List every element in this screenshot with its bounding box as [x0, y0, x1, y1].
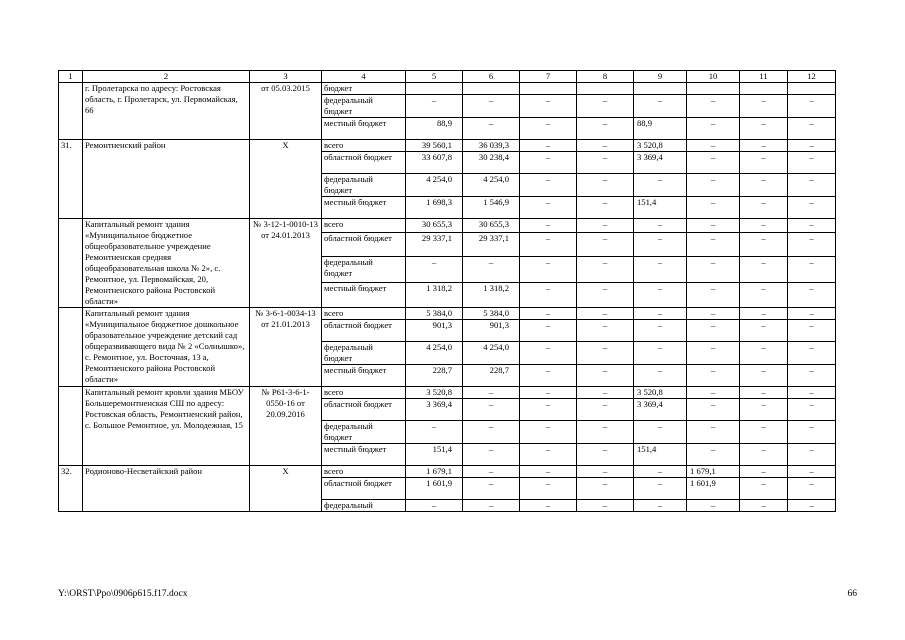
value-cell: 88,9 [406, 118, 463, 140]
value-cell: – [520, 232, 577, 257]
value-cell: – [740, 118, 788, 140]
value-cell: – [740, 466, 788, 478]
funding-source: местный бюджет [322, 197, 406, 219]
value-cell: – [577, 197, 634, 219]
funding-source: всего [322, 308, 406, 320]
value-cell: – [577, 320, 634, 342]
value-cell: – [740, 478, 788, 500]
value-cell: 3 369,4 [634, 399, 687, 421]
table-body [59, 83, 836, 512]
document-ref: Х [250, 140, 322, 219]
value-cell: – [740, 140, 788, 152]
value-cell: – [788, 500, 836, 512]
value-cell [577, 83, 634, 95]
value-cell: – [687, 387, 740, 399]
value-cell: – [740, 152, 788, 174]
value-cell: – [577, 283, 634, 308]
column-header: 8 [577, 71, 634, 83]
value-cell: – [788, 308, 836, 320]
funding-source: федеральный бюджет [322, 95, 406, 118]
value-cell: – [788, 283, 836, 308]
funding-source: местный бюджет [322, 118, 406, 140]
value-cell: – [406, 95, 463, 118]
value-cell: – [740, 399, 788, 421]
value-cell: – [634, 219, 687, 233]
value-cell: – [634, 308, 687, 320]
value-cell: – [463, 399, 520, 421]
value-cell: – [687, 320, 740, 342]
column-header: 12 [788, 71, 836, 83]
value-cell: – [634, 466, 687, 478]
funding-source: федеральный бюджет [322, 257, 406, 283]
value-cell: – [788, 140, 836, 152]
column-header: 6 [463, 71, 520, 83]
table-row [59, 387, 836, 399]
value-cell: – [577, 152, 634, 174]
funding-source: областной бюджет [322, 152, 406, 174]
value-cell: 228,7 [463, 365, 520, 387]
document-ref: № Р61-3-6-1-0550-16 от 20.09.2016 [250, 387, 322, 466]
value-cell: 901,3 [406, 320, 463, 342]
table-row [59, 308, 836, 320]
row-number [59, 308, 83, 387]
column-header: 1 [59, 71, 83, 83]
funding-source: федеральный бюджет [322, 421, 406, 444]
value-cell: – [577, 232, 634, 257]
funding-source: всего [322, 387, 406, 399]
column-header: 11 [740, 71, 788, 83]
value-cell: – [740, 95, 788, 118]
value-cell: 29 337,1 [406, 232, 463, 257]
value-cell: – [687, 257, 740, 283]
column-header: 2 [83, 71, 250, 83]
value-cell: 1 679,1 [687, 466, 740, 478]
object-name: Капитальный ремонт здания «Муниципальное бюджетное дошкольное образовательное учреждение детский сад общеразвивающего вида № 2 «Солнышко», с. Ремонтное, ул. Восточная, 13 а, Ремонтненского района Ростовской области» [83, 308, 250, 387]
value-cell: – [788, 257, 836, 283]
value-cell: – [740, 197, 788, 219]
funding-source: областной бюджет [322, 478, 406, 500]
value-cell: – [740, 232, 788, 257]
funding-source: всего [322, 140, 406, 152]
row-number: 32. [59, 466, 83, 512]
value-cell: 33 607,8 [406, 152, 463, 174]
column-header: 5 [406, 71, 463, 83]
funding-source: областной бюджет [322, 320, 406, 342]
object-name: Капитальный ремонт здания «Муниципальное бюджетное общеобразовательное учреждение Ремонтненская средняя общеобразовательная школа № 2», с. Ремонтное, ул. Первомайская, 20, Ремонтненского района Ростовской области» [83, 219, 250, 308]
value-cell: 39 560,1 [406, 140, 463, 152]
value-cell: – [634, 342, 687, 365]
value-cell: – [520, 387, 577, 399]
value-cell: – [634, 232, 687, 257]
value-cell: – [520, 320, 577, 342]
value-cell: 3 520,8 [634, 140, 687, 152]
value-cell: – [687, 219, 740, 233]
value-cell: 151,4 [634, 444, 687, 466]
value-cell: – [687, 140, 740, 152]
value-cell: – [687, 399, 740, 421]
value-cell: – [520, 466, 577, 478]
row-number [59, 83, 83, 140]
value-cell [463, 83, 520, 95]
object-name: Родионово-Несветайский район [83, 466, 250, 512]
table-row [59, 140, 836, 152]
value-cell: 5 384,0 [406, 308, 463, 320]
value-cell: – [520, 219, 577, 233]
budget-table [58, 70, 836, 512]
value-cell [788, 83, 836, 95]
value-cell: – [520, 152, 577, 174]
value-cell: – [788, 444, 836, 466]
funding-source: бюджет [322, 83, 406, 95]
value-cell: – [634, 95, 687, 118]
value-cell: – [577, 444, 634, 466]
value-cell: – [788, 342, 836, 365]
value-cell: – [577, 308, 634, 320]
value-cell: – [634, 365, 687, 387]
column-number-row [59, 71, 836, 83]
value-cell: – [687, 308, 740, 320]
value-cell: 228,7 [406, 365, 463, 387]
value-cell: – [520, 399, 577, 421]
value-cell: 4 254,0 [463, 174, 520, 197]
value-cell: 4 254,0 [406, 342, 463, 365]
value-cell: – [520, 342, 577, 365]
value-cell: – [463, 257, 520, 283]
value-cell: – [520, 308, 577, 320]
value-cell: – [520, 140, 577, 152]
value-cell: – [520, 118, 577, 140]
value-cell: 36 039,3 [463, 140, 520, 152]
value-cell: 3 520,8 [406, 387, 463, 399]
funding-source: всего [322, 219, 406, 233]
value-cell: 4 254,0 [406, 174, 463, 197]
value-cell: – [687, 174, 740, 197]
value-cell: 1 601,9 [406, 478, 463, 500]
value-cell: – [740, 219, 788, 233]
value-cell: – [740, 283, 788, 308]
value-cell: – [788, 118, 836, 140]
value-cell: – [577, 399, 634, 421]
value-cell: – [463, 500, 520, 512]
value-cell: – [788, 478, 836, 500]
value-cell: – [577, 257, 634, 283]
value-cell [634, 83, 687, 95]
value-cell: – [687, 95, 740, 118]
value-cell: – [406, 500, 463, 512]
table-row [59, 466, 836, 478]
value-cell: – [577, 219, 634, 233]
value-cell: – [788, 197, 836, 219]
column-header: 10 [687, 71, 740, 83]
row-number [59, 387, 83, 466]
value-cell: – [634, 257, 687, 283]
value-cell: 3 520,8 [634, 387, 687, 399]
value-cell: 88,9 [634, 118, 687, 140]
value-cell: 1 679,1 [406, 466, 463, 478]
value-cell: 151,4 [406, 444, 463, 466]
value-cell: – [788, 174, 836, 197]
funding-source: местный бюджет [322, 283, 406, 308]
value-cell: – [788, 387, 836, 399]
funding-source: областной бюджет [322, 232, 406, 257]
value-cell [520, 83, 577, 95]
value-cell: – [577, 478, 634, 500]
value-cell: – [520, 283, 577, 308]
value-cell: – [520, 95, 577, 118]
value-cell: – [520, 421, 577, 444]
value-cell: – [788, 399, 836, 421]
value-cell: – [577, 140, 634, 152]
row-number: 31. [59, 140, 83, 219]
value-cell: – [577, 118, 634, 140]
value-cell: 151,4 [634, 197, 687, 219]
value-cell: – [634, 320, 687, 342]
value-cell: – [788, 466, 836, 478]
value-cell: – [740, 387, 788, 399]
value-cell: – [634, 478, 687, 500]
value-cell: – [687, 152, 740, 174]
value-cell: – [520, 174, 577, 197]
value-cell: – [788, 320, 836, 342]
value-cell: – [406, 257, 463, 283]
value-cell: – [740, 421, 788, 444]
value-cell: – [577, 174, 634, 197]
value-cell: – [740, 365, 788, 387]
value-cell: 30 238,4 [463, 152, 520, 174]
value-cell: – [577, 466, 634, 478]
table-row [59, 83, 836, 95]
value-cell: – [520, 444, 577, 466]
funding-source: всего [322, 466, 406, 478]
value-cell: 3 369,4 [634, 152, 687, 174]
document-ref: Х [250, 466, 322, 512]
value-cell: – [687, 283, 740, 308]
value-cell: – [520, 257, 577, 283]
value-cell: – [788, 232, 836, 257]
value-cell: 30 655,3 [406, 219, 463, 233]
value-cell: – [788, 219, 836, 233]
value-cell: – [577, 365, 634, 387]
column-header: 7 [520, 71, 577, 83]
value-cell: 5 384,0 [463, 308, 520, 320]
value-cell: – [740, 174, 788, 197]
document-path: Y:\ORST\Ppo\0906p615.f17.docx [58, 589, 188, 599]
value-cell: – [687, 118, 740, 140]
object-name: г. Пролетарска по адресу: Ростовская область, г. Пролетарск, ул. Первомайская, 66 [83, 83, 250, 140]
value-cell: – [463, 444, 520, 466]
value-cell: – [788, 365, 836, 387]
value-cell [687, 83, 740, 95]
value-cell: – [520, 365, 577, 387]
value-cell: – [406, 421, 463, 444]
value-cell: – [577, 387, 634, 399]
value-cell: – [687, 421, 740, 444]
value-cell: 30 655,3 [463, 219, 520, 233]
value-cell: 1 698,3 [406, 197, 463, 219]
object-name: Капитальный ремонт кровли здания МБОУ Большеремонтненская СШ по адресу: Ростовская область, Ремонтненский район, с. Большое Ремонтное, ул. Молодежная, 15 [83, 387, 250, 466]
table-row [59, 219, 836, 233]
value-cell: – [687, 444, 740, 466]
value-cell: – [634, 500, 687, 512]
value-cell: 4 254,0 [463, 342, 520, 365]
value-cell: – [520, 478, 577, 500]
value-cell: – [577, 421, 634, 444]
document-ref: № 3-12-1-0010-13 от 24.01.2013 [250, 219, 322, 308]
value-cell: – [740, 342, 788, 365]
value-cell: – [577, 500, 634, 512]
column-header: 4 [322, 71, 406, 83]
value-cell: – [463, 118, 520, 140]
value-cell: – [788, 152, 836, 174]
funding-source: федеральный бюджет [322, 342, 406, 365]
value-cell: 1 318,2 [406, 283, 463, 308]
value-cell: – [634, 174, 687, 197]
column-header: 9 [634, 71, 687, 83]
value-cell: – [788, 95, 836, 118]
value-cell: – [577, 342, 634, 365]
funding-source: областной бюджет [322, 399, 406, 421]
value-cell: 29 337,1 [463, 232, 520, 257]
value-cell: 3 369,4 [406, 399, 463, 421]
value-cell: – [687, 342, 740, 365]
value-cell: 1 601,9 [687, 478, 740, 500]
value-cell: – [463, 387, 520, 399]
value-cell: – [634, 421, 687, 444]
funding-source: местный бюджет [322, 444, 406, 466]
funding-source: федеральный [322, 500, 406, 512]
value-cell [740, 83, 788, 95]
object-name: Ремонтненский район [83, 140, 250, 219]
value-cell: – [788, 421, 836, 444]
value-cell: – [687, 232, 740, 257]
value-cell: – [740, 444, 788, 466]
value-cell: – [740, 257, 788, 283]
value-cell: – [687, 365, 740, 387]
value-cell: 1 318,2 [463, 283, 520, 308]
funding-source: федеральный бюджет [322, 174, 406, 197]
value-cell: – [740, 500, 788, 512]
column-header: 3 [250, 71, 322, 83]
value-cell: – [687, 197, 740, 219]
value-cell: – [463, 95, 520, 118]
value-cell: – [740, 320, 788, 342]
funding-source: местный бюджет [322, 365, 406, 387]
value-cell: – [740, 308, 788, 320]
value-cell: – [520, 500, 577, 512]
document-sheet [58, 70, 835, 512]
value-cell: – [463, 466, 520, 478]
row-number [59, 219, 83, 308]
document-ref: от 05.03.2015 [250, 83, 322, 140]
value-cell: – [634, 283, 687, 308]
document-ref: № 3-6-1-0034-13 от 21.01.2013 [250, 308, 322, 387]
value-cell: – [463, 478, 520, 500]
value-cell: 901,3 [463, 320, 520, 342]
value-cell: – [463, 421, 520, 444]
page-number: 66 [847, 589, 857, 599]
value-cell: – [687, 500, 740, 512]
value-cell [406, 83, 463, 95]
value-cell: 1 546,9 [463, 197, 520, 219]
value-cell: – [520, 197, 577, 219]
value-cell: – [577, 95, 634, 118]
